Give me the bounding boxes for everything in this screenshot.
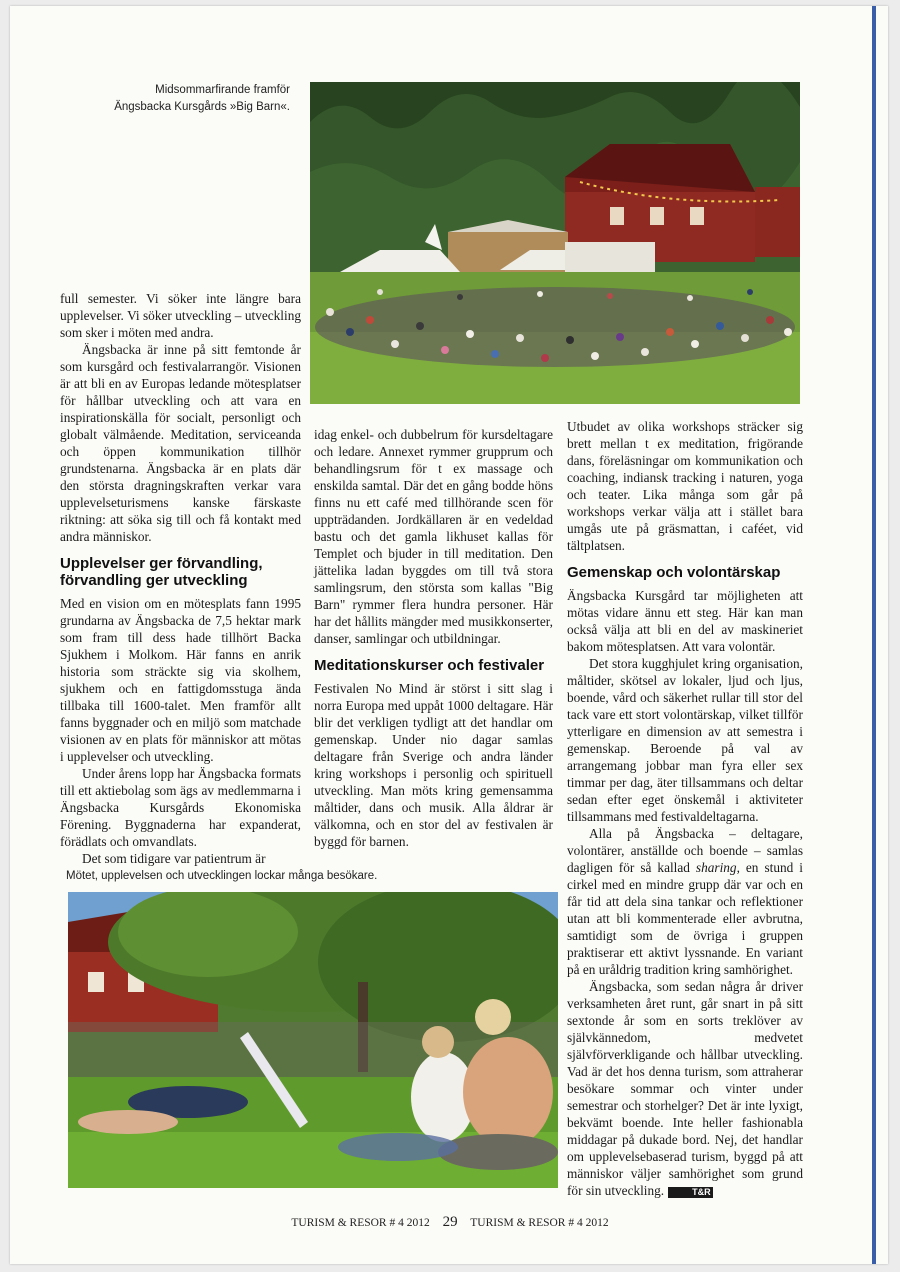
paragraph: Utbudet av olika workshops sträcker sig brett mellan t ex meditation, frigörande dans, föreläsningar om kommunikation och coaching, indiansk tracking i naturen, yoga och teater. Lika många som går på workshops verkar välja att i stället bara umgås ute på gräsmattan, i caféet, vid tältplatsen. (567, 419, 803, 553)
text-run: , en stund i cirkel med en mindre grupp där var och en får tid att dela sina tankar och reflektioner utan att bli kommenterade eller avbrutna, samtidigt som de övriga i gruppen praktiserar ett aktivt lyssnande. En variant på en uråldrig tradition kring samhörighet. (567, 860, 803, 977)
footer-publication-right: TURISM & RESOR # 4 2012 (470, 1217, 609, 1229)
paragraph (567, 825, 803, 978)
text-run: Alla på Ängsbacka – deltagare, volontärer, anställde och boende – samlas dagligen för så kallad (567, 826, 803, 875)
article-column-2 (314, 426, 553, 850)
caption-line: Ängsbacka Kursgårds »Big Barn«. (114, 101, 290, 113)
page-footer (0, 1214, 900, 1231)
paragraph: Ängsbacka Kursgård tar möjligheten att mötas vidare ännu ett steg. Här kan man också välja att bli en del av maskineriet bakom mötesplatsen. Att vara volontär. (567, 588, 803, 654)
footer-publication-left: TURISM & RESOR # 4 2012 (291, 1217, 430, 1229)
page-number: 29 (442, 1214, 458, 1230)
article-column-1 (60, 290, 301, 867)
photo-midsummer-big-barn (310, 82, 800, 404)
photo-visitors-lawn (68, 892, 558, 1188)
caption-line: Midsommarfirande framför (155, 84, 290, 96)
section-heading-gemenskap: Gemenskap och volontärskap (567, 564, 781, 581)
paragraph: Det stora kugghjulet kring organisation, måltider, skötsel av lokaler, ljud och ljus, boende, vård och säkerhet rullar till stor del tack vare ett stort volontärskap, vilket tillför ytterligare en dimension av att semestra i gemenskap. Beroende på val av arrangemang jobbar man fyra eller sex timmar per dag, äter tillsammans och deltar sedan efter eget önskemål i aktiviteter tillsammans med festivaldeltagarna. (567, 656, 803, 824)
article-column-3 (567, 418, 803, 1199)
paragraph: Det som tidigare var patientrum är (82, 851, 266, 866)
paragraph: Med en vision om en mötesplats fann 1995 grundarna av Ängsbacka de 7,5 hektar mark som fram till dess hade tillhört Backa Sjukhem i Molkom. Här fanns en anrik historia som sträckte sig via skolhem, sjukhem och en fattigdomsstuga ända tillbaka till 1600-talet. Men framför allt fanns byggnader och en miljö som matchade visionen av en plats för människor att mötas i upplevelser och utveckling. (60, 596, 301, 764)
photo-caption-bottom: Mötet, upplevelsen och utvecklingen lockar många besökare. (66, 870, 378, 882)
italic-term: sharing (695, 860, 737, 875)
paragraph: idag enkel- och dubbelrum för kursdeltagare och ledare. Annexet rymmer grupprum och behandlingsrum för t ex massage och enskilda samtal. Där det en gång bodde höns finns nu ett café med tillhörande scen för uppträdanden. Jordkällaren är en vedeldad bastu och det gamla likhuset kallas för Templet och bjuder in till meditation. Den jättelika ladan byggdes om till två stora samlingsrum, den största som kallas "Big Barn" rymmer flera hundra personer. Här har det hållits mängder med musikkonserter, danser, samlingar och utbildningar. (314, 427, 553, 646)
paragraph: Under årens lopp har Ängsbacka formats till ett aktiebolag som ägs av medlemmarna i Ängsbacka Kursgårds Ekonomiska Förening. Byggnaderna har expanderat, förädlats och omvandlats. (60, 766, 301, 849)
page-edge-stripe (872, 6, 876, 1264)
section-heading-upplevelser (60, 555, 301, 589)
paragraph: Festivalen No Mind är störst i sitt slag i norra Europa med uppåt 1000 deltagare. Här blir det verkligen tydligt att det handlar om gemenskap. Under nio dagar samlas deltagare från Sverige och andra länder kring workshops i personlig och spirituell utveckling. Man möts kring gemensamma måltider, dans och musik. Alla åldrar är välkomna, och en stor del av festivalen är byggd för barnen. (314, 681, 553, 849)
paragraph (567, 978, 803, 1199)
photo-caption-top (60, 82, 290, 116)
end-mark-logo: T&R (668, 1187, 713, 1198)
text-run: Ängsbacka, som sedan några år driver verksamheten året runt, går snart in på sitt sextonde år som en sorts treklöver av självkännedom, medvetet självförverkligande och hållbar utveckling. Vad är det hos denna turism, som attraherar besökare sommar och vinter under semestrar och storhelger? Det är inte lyxigt, bekvämt boende. Inte heller fashionabla middagar på dukade bord. Nej, det handlar om upplevelsebaserad turism, byggd på att människor väljer samhörighet som grund för sin utveckling. (567, 979, 803, 1198)
heading-line: förvandling ger utveckling (60, 572, 248, 589)
paragraph: Ängsbacka är inne på sitt femtonde år som kursgård och festivalarrangör. Visionen är att bli en av Europas ledande mötesplatser för hållbar utveckling och att vara en inspirationskälla för socialt, personligt och globalt välmående. Meditation, serviceanda och öppen kommunikation tillhör grundstenarna. Ängsbacka är en plats där den största dragningskraften verkar vara upplevelseturismens kanske färskaste riktning: att söka sig till och få kontakt med andra människor. (60, 342, 301, 544)
heading-line: Upplevelser ger förvandling, (60, 555, 263, 572)
paragraph: full semester. Vi söker inte längre bara upplevelser. Vi söker utveckling – utveckling som sker i möten med andra. (60, 291, 301, 340)
section-heading-meditation: Meditationskurser och festivaler (314, 657, 545, 674)
